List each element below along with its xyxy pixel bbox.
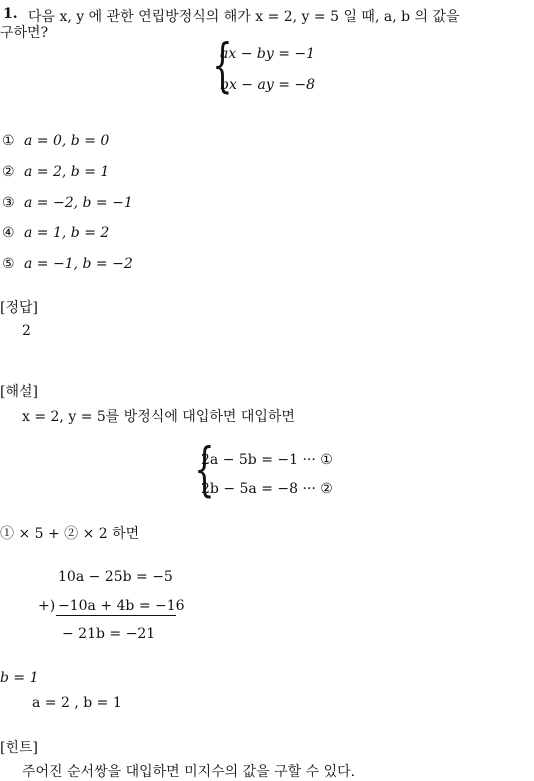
choice-2-text[interactable]: a = 2, b = 1 <box>24 164 110 180</box>
explanation-label: [해설] <box>0 384 38 400</box>
question-equation-2: bx − ay = −8 <box>220 77 316 93</box>
explanation-equation-2: 2b − 5a = −8 ··· ② <box>201 481 333 497</box>
question-number: 1. <box>3 6 18 22</box>
question-system-brace: { <box>212 31 233 99</box>
choice-5-text[interactable]: a = −1, b = −2 <box>24 256 133 272</box>
choice-4-text[interactable]: a = 1, b = 2 <box>24 225 110 241</box>
choice-1-mark[interactable]: ① <box>2 133 15 149</box>
hint-label: [힌트] <box>0 740 38 756</box>
choice-1-text[interactable]: a = 0, b = 0 <box>24 133 110 149</box>
calc-row-3: − 21b = −21 <box>62 626 156 642</box>
question-text: 다음 x, y 에 관한 연립방정식의 해가 x = 2, y = 5 일 때, a, b 의 값을 <box>28 9 460 25</box>
explanation-b-result: b = 1 <box>0 670 39 686</box>
explanation-system-brace: { <box>194 435 215 503</box>
explanation-intro: x = 2, y = 5를 방정식에 대입하면 대입하면 <box>22 409 295 425</box>
answer-label: [정답] <box>0 300 38 316</box>
explanation-step: ① × 5 + ② × 2 하면 <box>0 526 140 542</box>
choice-3-mark[interactable]: ③ <box>2 195 15 211</box>
hint-text: 주어진 순서쌍을 대입하면 미지수의 값을 구할 수 있다. <box>22 764 356 780</box>
calc-underline <box>56 615 176 616</box>
choice-4-mark[interactable]: ④ <box>2 225 15 241</box>
choice-5-mark[interactable]: ⑤ <box>2 256 15 272</box>
question-equation-1: ax − by = −1 <box>220 46 316 62</box>
choice-3-text[interactable]: a = −2, b = −1 <box>24 195 133 211</box>
calc-row-2: −10a + 4b = −16 <box>58 598 185 614</box>
answer-value: 2 <box>22 323 31 339</box>
explanation-equation-1: 2a − 5b = −1 ··· ① <box>201 452 333 468</box>
explanation-final: a = 2 , b = 1 <box>32 695 122 711</box>
calc-prefix: +) <box>38 598 56 614</box>
choice-2-mark[interactable]: ② <box>2 164 15 180</box>
calc-row-1: 10a − 25b = −5 <box>58 569 173 585</box>
question-text-2: 구하면? <box>0 25 49 41</box>
